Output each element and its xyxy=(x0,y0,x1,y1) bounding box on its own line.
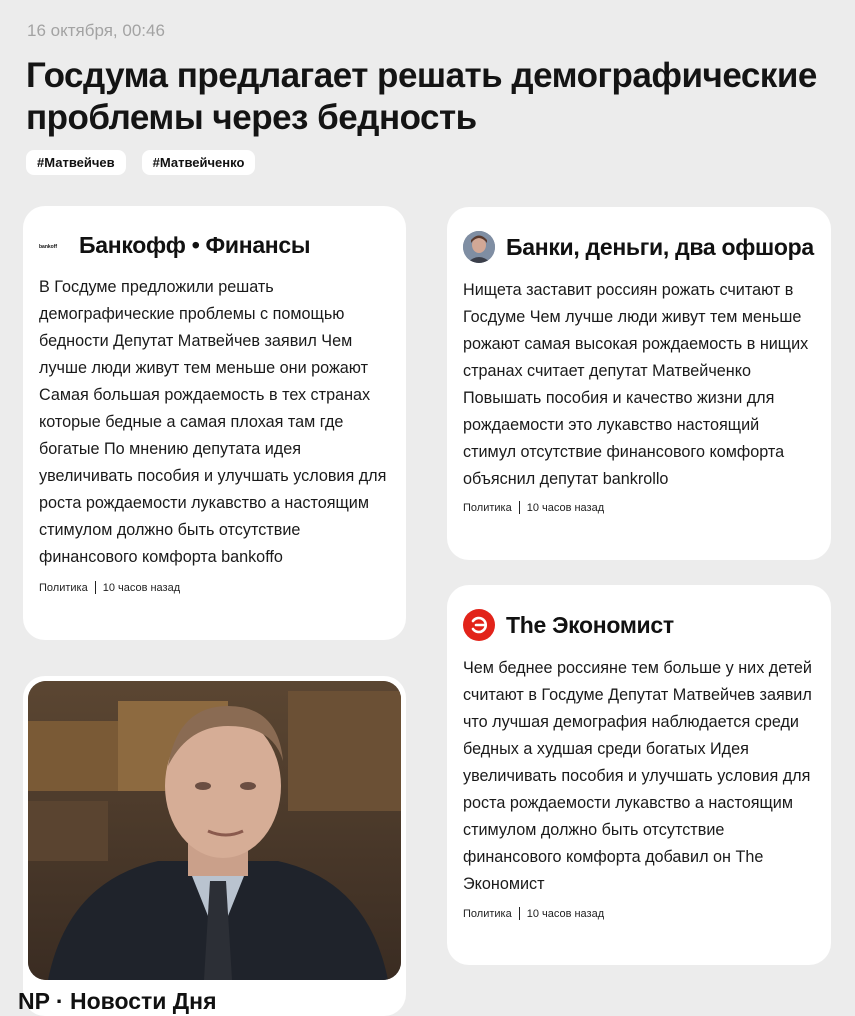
card-meta xyxy=(39,581,390,594)
category-label[interactable]: Политика xyxy=(463,907,512,920)
card-header xyxy=(463,231,815,263)
news-card-bankoff[interactable] xyxy=(23,206,406,640)
news-card-economist[interactable] xyxy=(447,585,831,965)
time-ago: 10 часов назад xyxy=(526,907,605,920)
card-text: В Госдуме предложили решать демографические проблемы с помощью бедности Депутат Матвейчев заявил Чем лучше люди живут тем меньше они рожают Самая большая рождаемость в тех странах которые бедные а самая плохая там где богатые По мнению депутата идея увеличивать пособия и улучшать условия для роста рождаемости лукавство а настоящим стимулом должно быть отсутствие финансового комфорта bankoffo xyxy=(39,278,387,566)
bankoff-logo-icon: bankoff xyxy=(39,243,58,250)
card-meta xyxy=(463,501,815,514)
source-name[interactable]: Банки, деньги, два офшора xyxy=(506,233,814,260)
economist-logo-icon xyxy=(463,609,495,641)
meta-divider xyxy=(519,501,520,514)
photo-card-source[interactable]: NP · Новости Дня xyxy=(18,988,217,1014)
meta-divider xyxy=(519,907,520,920)
card-meta xyxy=(463,907,815,920)
tag-matveychev[interactable]: #Матвейчев xyxy=(26,150,126,175)
article-photo[interactable] xyxy=(28,681,401,980)
avatar xyxy=(463,231,495,263)
card-header xyxy=(39,232,390,259)
time-ago: 10 часов назад xyxy=(526,501,605,514)
page-title: Госдума предлагает решать демографические проблемы через бедность xyxy=(26,56,817,137)
category-label[interactable]: Политика xyxy=(463,501,512,514)
publish-date: 16 октября, 00:46 xyxy=(27,21,165,40)
source-name[interactable]: The Экономист xyxy=(506,611,674,638)
card-header xyxy=(463,609,815,641)
news-card-banki-dengi[interactable] xyxy=(447,207,831,560)
source-name[interactable]: Банкофф • Финансы xyxy=(79,232,311,258)
time-ago: 10 часов назад xyxy=(102,581,181,594)
tag-matveychenko[interactable]: #Матвейченко xyxy=(142,150,256,175)
category-label[interactable]: Политика xyxy=(39,581,88,594)
card-text: Нищета заставит россиян рожать считают в Госдуме Чем лучше люди живут тем меньше рожают самая высокая рождаемость в нищих странах считает депутат Матвейченко Повышать пособия и качество жизни для рождаемости это лукавство настоящий стимул отсутствие финансового комфорта объяснил депутат bankrollo xyxy=(463,281,809,488)
card-text: Чем беднее россияне тем больше у них детей считают в Госдуме Депутат Матвейчев заявил что лучшая демография наблюдается среди бедных а худшая среди богатых Идея увеличивать пособия и улучшать условия для роста рождаемости лукавство а настоящим стимулом должно быть отсутствие финансового комфорта добавил он The Экономист xyxy=(463,659,812,893)
news-card-photo[interactable] xyxy=(23,676,406,1016)
tag-list xyxy=(26,150,255,175)
meta-divider xyxy=(95,581,96,594)
